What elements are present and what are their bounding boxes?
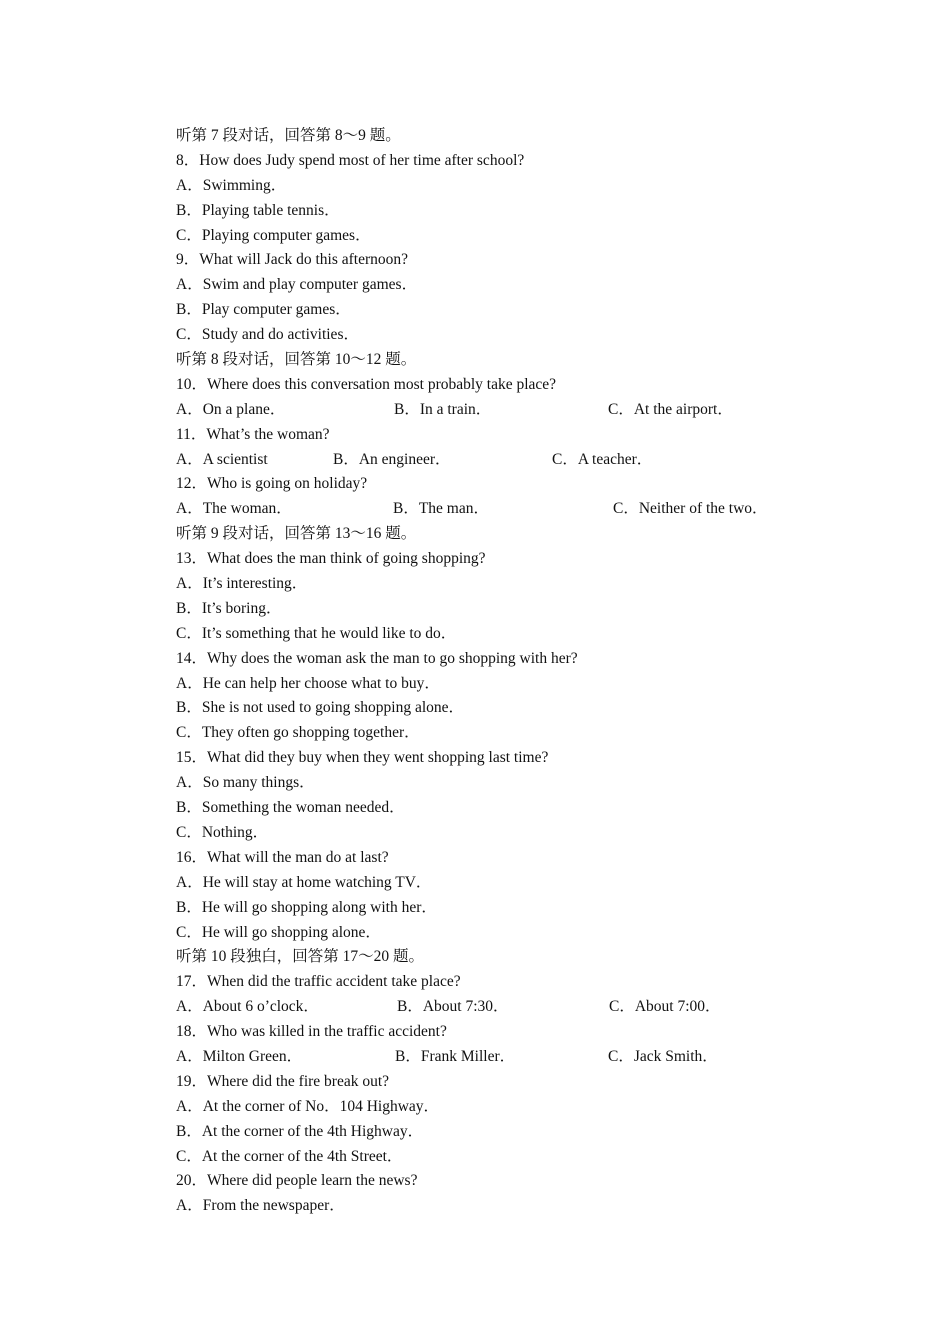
question: 20．Where did people learn the news? bbox=[176, 1172, 418, 1190]
option: A．So many things． bbox=[176, 774, 315, 792]
question: 10．Where does this conversation most probably take place? bbox=[176, 375, 557, 393]
option: A．From the newspaper． bbox=[176, 1197, 345, 1215]
section-heading: 听第 9 段对话，回答第 13～16 题。 bbox=[176, 525, 417, 543]
option: A．He will stay at home watching TV． bbox=[176, 873, 432, 891]
section-heading: 听第 8 段对话，回答第 10～12 题。 bbox=[176, 351, 417, 369]
option: B．Play computer games． bbox=[176, 301, 351, 319]
option-a: A．Milton Green． bbox=[176, 1047, 303, 1065]
question: 11．What’s the woman? bbox=[176, 425, 330, 443]
option-row bbox=[176, 398, 816, 423]
option-c: C．A teacher． bbox=[552, 450, 653, 468]
option-row bbox=[176, 497, 816, 522]
option: B．Playing table tennis． bbox=[176, 201, 340, 219]
option: C．Playing computer games． bbox=[176, 226, 371, 244]
question: 14．Why does the woman ask the man to go shopping with her? bbox=[176, 649, 578, 667]
option: C．Study and do activities． bbox=[176, 326, 359, 344]
option-b: B．Frank Miller． bbox=[395, 1047, 516, 1065]
option-row bbox=[176, 1045, 816, 1070]
option-b: B．In a train． bbox=[394, 400, 492, 418]
option-c: C．Jack Smith． bbox=[608, 1047, 718, 1065]
option-c: C．Neither of the two． bbox=[613, 500, 768, 518]
section-heading: 听第 10 段独白，回答第 17～20 题。 bbox=[176, 948, 425, 966]
option: A．Swimming． bbox=[176, 176, 287, 194]
option: C．At the corner of the 4th Street． bbox=[176, 1147, 403, 1165]
question: 16．What will the man do at last? bbox=[176, 848, 389, 866]
question: 8．How does Judy spend most of her time after school? bbox=[176, 151, 525, 169]
option-b: B．About 7:30． bbox=[397, 998, 509, 1016]
section-heading: 听第 7 段对话，回答第 8～9 题。 bbox=[176, 127, 401, 144]
option: C．He will go shopping alone． bbox=[176, 923, 381, 941]
option: C．They often go shopping together． bbox=[176, 724, 420, 742]
option-a: A．About 6 o’clock． bbox=[176, 998, 319, 1016]
option-row bbox=[176, 995, 816, 1020]
option-row bbox=[176, 448, 816, 473]
option: A．Swim and play computer games． bbox=[176, 276, 418, 294]
option: A．It’s interesting． bbox=[176, 575, 308, 593]
option: B．At the corner of the 4th Highway． bbox=[176, 1122, 424, 1140]
question: 12．Who is going on holiday? bbox=[176, 475, 368, 493]
option: B．Something the woman needed． bbox=[176, 799, 405, 817]
option-c: C．About 7:00． bbox=[609, 998, 721, 1016]
option: A．At the corner of No．104 Highway． bbox=[176, 1097, 440, 1115]
option-b: B．An engineer． bbox=[333, 450, 451, 468]
option-a: A．The woman． bbox=[176, 500, 292, 518]
option-a: A．On a plane． bbox=[176, 400, 286, 418]
option: C．Nothing． bbox=[176, 823, 269, 841]
option: A．He can help her choose what to buy． bbox=[176, 674, 440, 692]
question: 9．What will Jack do this afternoon? bbox=[176, 251, 409, 269]
option: B．It’s boring． bbox=[176, 599, 282, 617]
exam-page bbox=[176, 124, 816, 1219]
question: 17．When did the traffic accident take place? bbox=[176, 973, 461, 991]
option-b: B．The man． bbox=[393, 500, 489, 518]
question: 19．Where did the fire break out? bbox=[176, 1072, 390, 1090]
option: B．He will go shopping along with her． bbox=[176, 898, 437, 916]
option-a: A．A scientist bbox=[176, 450, 268, 468]
question: 15．What did they buy when they went shopping last time? bbox=[176, 749, 549, 767]
option-c: C．At the airport． bbox=[608, 400, 733, 418]
option: C．It’s something that he would like to do． bbox=[176, 624, 457, 642]
option: B．She is not used to going shopping alone． bbox=[176, 699, 465, 717]
question: 13．What does the man think of going shopping? bbox=[176, 550, 486, 568]
question: 18．Who was killed in the traffic accident? bbox=[176, 1023, 447, 1041]
